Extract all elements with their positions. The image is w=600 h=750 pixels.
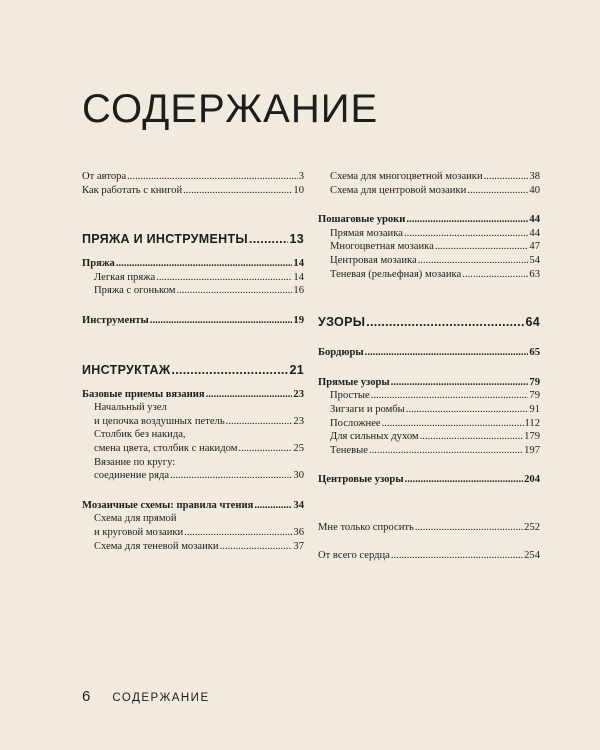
- toc-entry-page: 10: [293, 184, 304, 196]
- toc-entry-label: Многоцветная мозаика: [330, 241, 434, 253]
- dot-leader: [406, 403, 529, 417]
- dot-leader: [249, 231, 289, 247]
- toc-entry-page: 16: [293, 285, 304, 297]
- toc-entry[interactable]: [318, 184, 540, 198]
- toc-entry-label: смена цвета, столбик с накидом: [94, 442, 238, 454]
- toc-entry-page: 14: [293, 258, 304, 270]
- toc-entry-label-line: Схема для прямой: [94, 513, 177, 525]
- dot-leader: [171, 362, 288, 378]
- toc-entry[interactable]: [318, 240, 540, 254]
- dot-leader: [371, 389, 529, 403]
- dot-leader: [238, 442, 292, 456]
- dot-leader: [116, 257, 293, 271]
- toc-entry[interactable]: [318, 389, 540, 403]
- toc-entry[interactable]: [318, 403, 540, 417]
- dot-leader: [220, 540, 293, 554]
- toc-entry-label: Для сильных духом: [330, 431, 419, 443]
- dot-leader: [418, 254, 529, 268]
- toc-entry-page: 44: [529, 214, 540, 226]
- toc-section-page: 13: [289, 232, 304, 247]
- toc-entry[interactable]: [318, 417, 540, 431]
- toc-section-label: ПРЯЖА И ИНСТРУМЕНТЫ: [82, 232, 248, 247]
- toc-entry-page: 14: [293, 271, 304, 283]
- dot-leader: [405, 473, 524, 487]
- toc-entry-label: Мне только спросить: [318, 521, 414, 533]
- toc-entry[interactable]: [318, 254, 540, 268]
- toc-entry-page: 179: [524, 431, 540, 443]
- dot-leader: [183, 184, 292, 198]
- toc-entry[interactable]: [82, 388, 304, 402]
- toc-entry-label: Простые: [330, 390, 370, 402]
- toc-entry-page: 36: [293, 526, 304, 538]
- toc-entry-label: соединение ряда: [94, 470, 170, 482]
- toc-entry-page: 3: [298, 171, 304, 182]
- toc-entry-page: 37: [293, 540, 304, 552]
- dot-leader: [420, 430, 523, 444]
- toc-entry-page: 91: [529, 403, 540, 415]
- dot-leader: [366, 314, 524, 330]
- dot-leader: [382, 417, 524, 431]
- toc-entry-label: Пряжа с огоньком: [94, 285, 176, 297]
- toc-entry[interactable]: [318, 376, 540, 390]
- toc-entry-label-line: Начальный узел: [94, 402, 167, 414]
- toc-entry-label: От всего сердца: [318, 549, 390, 561]
- toc-entry-label: Прямые узоры: [318, 376, 390, 388]
- toc-entry-label: и цепочка воздушных петель: [94, 415, 225, 427]
- toc-entry-label: Инструменты: [82, 314, 149, 326]
- toc-entry[interactable]: [82, 499, 304, 513]
- toc-entry[interactable]: [82, 526, 304, 540]
- toc-entry-label: Теневая (рельефная) мозаика: [330, 268, 462, 280]
- toc-entry-label-line: Столбик без накида,: [94, 429, 186, 441]
- dot-leader: [415, 521, 523, 535]
- toc-section-page: 21: [289, 362, 304, 377]
- dot-leader: [170, 469, 292, 483]
- page-footer: [82, 688, 210, 705]
- toc-entry-label: Центровая мозаика: [330, 254, 417, 266]
- toc-entry-page: 112: [524, 417, 540, 429]
- toc-entry-label: Схема для центровой мозаики: [330, 184, 467, 196]
- toc-section-label: УЗОРЫ: [318, 315, 366, 330]
- toc-entry-label: Базовые приемы вязания: [82, 388, 205, 400]
- toc-right-column: [318, 170, 540, 562]
- toc-entry[interactable]: [318, 549, 540, 563]
- toc-entry-page: 254: [524, 549, 540, 561]
- toc-entry-label: От автора: [82, 171, 127, 182]
- toc-entry-label-line: Вязание по кругу:: [94, 456, 176, 468]
- toc-entry-page: 79: [529, 376, 540, 388]
- toc-entry[interactable]: [318, 213, 540, 227]
- toc-entry-label: Прямая мозаика: [330, 227, 403, 239]
- page-number: 6: [82, 688, 91, 705]
- toc-entry[interactable]: [318, 227, 540, 241]
- toc-entry-page: 19: [293, 314, 304, 326]
- toc-entry-page: 252: [524, 521, 540, 533]
- toc-entry-page: 54: [529, 254, 540, 266]
- dot-leader: [254, 499, 292, 513]
- dot-leader: [226, 415, 293, 429]
- toc-entry[interactable]: [318, 473, 540, 487]
- toc-entry-label: Легкая пряжа: [94, 271, 156, 283]
- dot-leader: [206, 388, 293, 402]
- toc-entry-label: Мозаичные схемы: правила чтения: [82, 499, 254, 511]
- toc-entry[interactable]: [82, 170, 304, 184]
- toc-entry[interactable]: [318, 444, 540, 458]
- toc-entry[interactable]: [82, 442, 304, 456]
- toc-entry-page: 23: [293, 388, 304, 400]
- dot-leader: [484, 170, 529, 184]
- toc-entry[interactable]: [318, 268, 540, 282]
- toc-entry-page: 44: [529, 227, 540, 239]
- toc-entry-page: 34: [293, 499, 304, 511]
- dot-leader: [150, 314, 293, 328]
- toc-entry[interactable]: [82, 540, 304, 554]
- toc-entry[interactable]: [82, 469, 304, 483]
- dot-leader: [369, 444, 523, 458]
- toc-entry-label: Центровые узоры: [318, 474, 404, 486]
- toc-entry[interactable]: [82, 184, 304, 198]
- toc-entry-label: Зигзаги и ромбы: [330, 403, 405, 415]
- toc-entry[interactable]: [318, 430, 540, 444]
- toc-section[interactable]: [82, 231, 304, 247]
- toc-entry[interactable]: [82, 284, 304, 298]
- toc-entry-label: Бордюры: [318, 347, 364, 359]
- toc-entry[interactable]: [82, 415, 304, 429]
- toc-entry-page: 30: [293, 470, 304, 482]
- toc-entry-page: 38: [529, 171, 540, 182]
- toc-section-page: 64: [525, 315, 540, 330]
- toc-entry-page: 197: [524, 444, 540, 456]
- toc-section-label: ИНСТРУКТАЖ: [82, 362, 171, 377]
- dot-leader: [156, 271, 292, 285]
- toc-entry-label: и круговой мозаики: [94, 526, 184, 538]
- toc-entry-page: 65: [529, 347, 540, 359]
- toc-entry[interactable]: [318, 521, 540, 535]
- dot-leader: [404, 227, 528, 241]
- toc-section[interactable]: [318, 314, 540, 330]
- page-title: СОДЕРЖАНИЕ: [82, 86, 379, 131]
- toc-entry[interactable]: [82, 314, 304, 328]
- toc-entry-page: 23: [293, 415, 304, 427]
- dot-leader: [467, 184, 528, 198]
- dot-leader: [435, 240, 529, 254]
- toc-entry-page: 204: [524, 474, 540, 486]
- dot-leader: [391, 376, 529, 390]
- toc-entry-page: 40: [529, 184, 540, 196]
- dot-leader: [391, 549, 523, 563]
- dot-leader: [176, 284, 292, 298]
- toc-entry-label: Теневые: [330, 444, 368, 456]
- toc-entry-page: 47: [529, 241, 540, 253]
- toc-entry[interactable]: [82, 257, 304, 271]
- toc-entry-label: Схема для многоцветной мозаики: [330, 171, 483, 182]
- dot-leader: [462, 268, 528, 282]
- toc-entry-label: Пошаговые уроки: [318, 214, 406, 226]
- dot-leader: [406, 213, 528, 227]
- toc-entry[interactable]: [318, 170, 540, 184]
- toc-left-column: [82, 170, 304, 553]
- toc-entry[interactable]: [318, 346, 540, 360]
- toc-entry-label: Схема для теневой мозаики: [94, 540, 219, 552]
- toc-entry-page: 25: [293, 442, 304, 454]
- dot-leader: [365, 346, 529, 360]
- toc-entry-label: Пряжа: [82, 258, 115, 270]
- toc-entry-label: Как работать с книгой: [82, 184, 183, 196]
- dot-leader: [127, 170, 298, 184]
- dot-leader: [184, 526, 292, 540]
- toc-entry-page: 79: [529, 390, 540, 402]
- running-header: СОДЕРЖАНИЕ: [112, 692, 210, 704]
- toc-entry-label: Посложнее: [330, 417, 381, 429]
- toc-entry-page: 63: [529, 268, 540, 280]
- toc-entry[interactable]: [82, 271, 304, 285]
- toc-section[interactable]: [82, 362, 304, 378]
